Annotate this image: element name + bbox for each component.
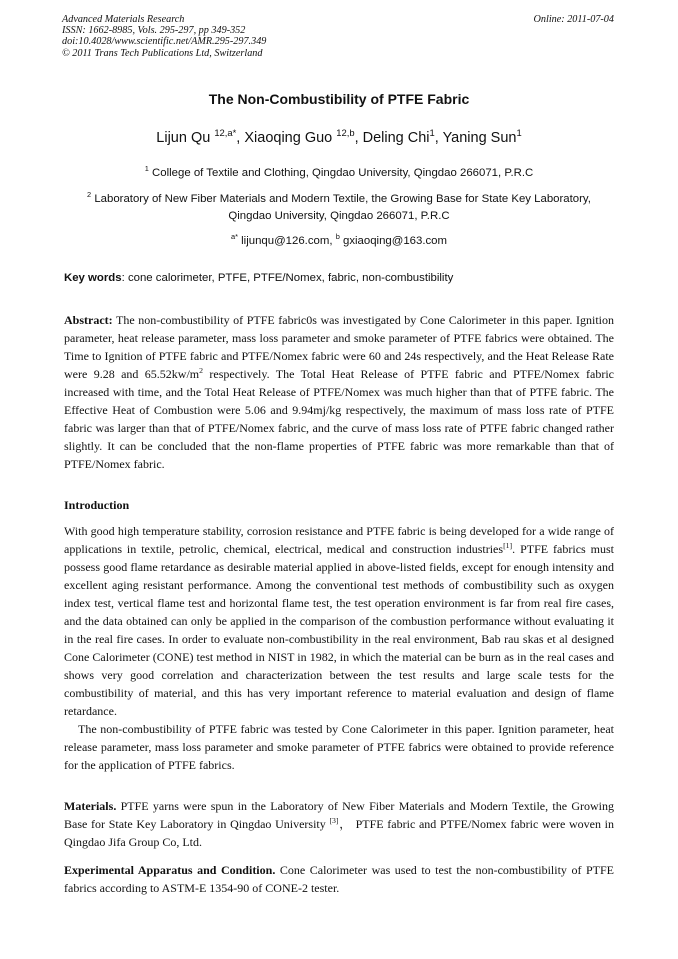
author-affil-marker: 1: [429, 127, 435, 139]
author-affil-marker: 12,b: [336, 127, 355, 139]
apparatus-section: [64, 861, 614, 897]
materials-text-cont: ， PTFE fabric and PTFE/Nomex fabric were woven in Qingdao Jifa Group Co, Ltd.: [64, 817, 614, 849]
abstract-text-cont: respectively. The Total Heat Release of PTFE fabric and PTFE/Nomex fabric increased with time, and the Total Heat Release of PTFE/Nomex was much higher than that of PTFE fabric. The Effective Heat of Combustion were 5.06 and 9.94mj/kg respectively, the maximum of mass loss rate of PTFE fabric was larger than that of PTFE/Nomex fabric, and the curve of mass loss rate of PTFE fabric changed rather slightly. It can be concluded that the non-flame properties of PTFE fabric was more remarkable than that of PTFE/Nomex fabric.: [64, 367, 614, 471]
apparatus-text: Cone Calorimeter was used to test the non-combustibility of PTFE fabrics according to ASTM-E 1354-90 of CONE-2 tester.: [64, 863, 614, 895]
paper-title: The Non-Combustibility of PTFE Fabric: [208, 91, 470, 107]
affil-text-line2: Qingdao University, Qingdao 266071, P.R.C: [228, 210, 450, 222]
author-name: Deling Chi: [362, 130, 430, 146]
materials-label: Materials.: [64, 799, 117, 813]
email-line: [62, 233, 616, 250]
copyright-line: © 2011 Trans Tech Publications Ltd, Switzerland: [62, 47, 263, 59]
author-name: Xiaoqing Guo: [244, 130, 333, 146]
issn-line: ISSN: 1662-8985, Vols. 295-297, pp 349-352: [62, 25, 246, 37]
introduction-heading: Introduction: [64, 498, 130, 512]
affil-text: College of Textile and Clothing, Qingdao University, Qingdao 266071, P.R.C: [152, 167, 534, 179]
doi-line: doi:10.4028/www.scientific.net/AMR.295-297.349: [62, 36, 267, 48]
affiliation-1: [62, 165, 616, 182]
email-marker: a*: [230, 232, 238, 242]
email-address: gxiaoqing@163.com: [342, 235, 448, 247]
journal-header: [62, 14, 266, 59]
affiliation-2: [62, 191, 616, 225]
affil-number: 2: [87, 190, 92, 200]
citation-ref: [3]: [329, 816, 339, 825]
author-list: Lijun Qu $^{12,a*}$, Xiaoqing Guo $^{12,b}$, Deling Chi$^1$, Yaning Sun$^1$: [156, 127, 522, 146]
affil-number: 1: [144, 164, 149, 174]
keywords: [64, 272, 616, 284]
intro-paragraph-1-cont: . PTFE fabrics must possess good flame retardance as desirable material applied in above-listed fields, except for enough intensity and excellent aging resistant performance. Among the conventional test methods of combustibility such as oxygen index test, vertical flame test and horizontal flame test, the test operation environment is far from real fire cases, and the data obtained can only be applied in the comparison of the combustion performance without evaluating it in the real fire cases. In order to evaluate non-combustibility in the real environment, Bab rau skas et al designed Cone Calorimeter (CONE) test method in NIST in 1982, in which the material can be burn as in the real cases and shows very good correlation and characterization between the test results and large scale tests for the combustibility of material, and this has very important reference to material evaluation and design of flame retardance.: [64, 542, 614, 718]
author-name: Lijun Qu: [156, 130, 211, 146]
citation-ref: [1]: [503, 541, 513, 550]
materials-text: PTFE yarns were spun in the Laboratory of New Fiber Materials and Modern Textile, the Growing Base for State Key Laboratory in Qingdao University: [64, 799, 614, 831]
author-affil-marker: 1: [516, 127, 522, 139]
intro-paragraph-2: The non-combustibility of PTFE fabric was tested by Cone Calorimeter in this paper. Ignition parameter, heat release parameter, mass loss parameter and smoke parameter of PTFE fabrics were obtained to provide reference for the application of PTFE fabrics.: [64, 722, 614, 772]
email-marker: b: [335, 232, 340, 242]
author-affil-marker: 12,a*: [214, 127, 237, 139]
keywords-text: : cone calorimeter, PTFE, PTFE/Nomex, fabric, non-combustibility: [121, 272, 454, 284]
journal-name: Advanced Materials Research: [62, 14, 185, 25]
materials-section: [64, 797, 614, 851]
keywords-label: Key words: [64, 272, 122, 284]
apparatus-label: Experimental Apparatus and Condition.: [64, 863, 276, 877]
email-address: lijunqu@126.com,: [241, 235, 333, 247]
abstract-text: The non-combustibility of PTFE fabric0s was investigated by Cone Calorimeter in this paper. Ignition parameter, heat release parameter, mass loss parameter and smoke parameter of PTFE fabrics were obtained. The Time to Ignition of PTFE fabric and PTFE/Nomex fabric were 60 and 24s respectively, and the Heat Release Rate were 9.28 and 65.52kw/m: [64, 313, 614, 381]
author-name: Yaning Sun: [442, 130, 517, 146]
abstract: [64, 311, 614, 473]
intro-paragraph-1: With good high temperature stability, corrosion resistance and PTFE fabric is being developed for a wide range of applications in textile, petrolic, chemical, electrical, medical and construction industries: [64, 524, 614, 556]
abstract-superscript: 2: [199, 366, 204, 375]
online-date: Online: 2011-07-04: [533, 14, 614, 25]
introduction-body: [64, 522, 614, 774]
affil-text: Laboratory of New Fiber Materials and Modern Textile, the Growing Base for State Key Laboratory,: [94, 193, 591, 205]
abstract-label: Abstract:: [64, 313, 113, 327]
